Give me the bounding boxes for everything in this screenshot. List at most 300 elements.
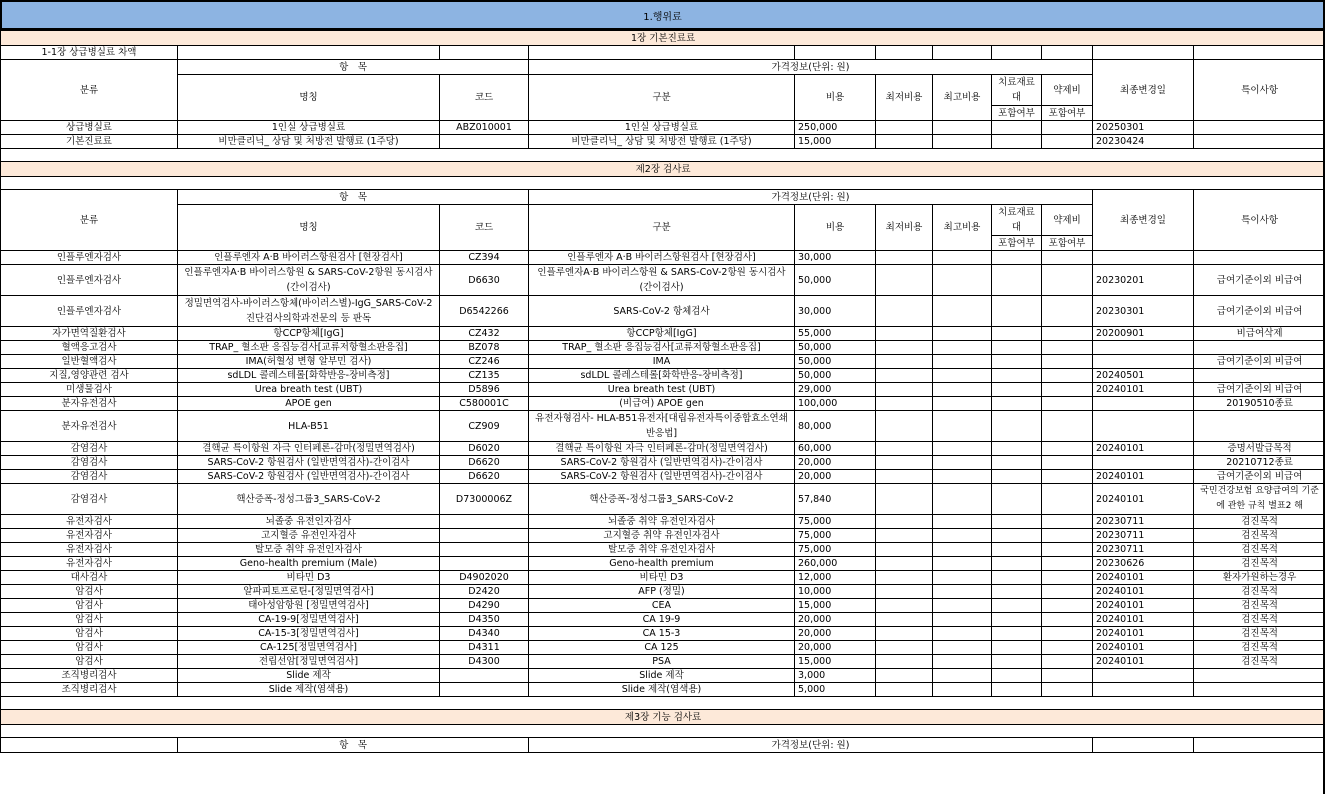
- material-cell: [992, 557, 1042, 571]
- name-cell: 인플루엔자 A·B 바이러스항원검사 [현장검사]: [178, 251, 440, 265]
- code-cell: D6620: [440, 470, 529, 484]
- category-cell: 인플루엔자검사: [1, 265, 178, 296]
- category-cell: 미생물검사: [1, 383, 178, 397]
- date-cell: 20240101: [1093, 484, 1194, 515]
- date-cell: 20250301: [1093, 121, 1194, 135]
- drug-cell: [1042, 571, 1093, 585]
- material-cell: [992, 265, 1042, 296]
- code-cell: ABZ010001: [440, 121, 529, 135]
- date-cell: 20240101: [1093, 655, 1194, 669]
- name-cell: TRAP_ 혈소판 응집능검사[교류저항혈소판응집]: [178, 341, 440, 355]
- code-cell: D4350: [440, 613, 529, 627]
- category-cell: 분자유전검사: [1, 411, 178, 442]
- date-cell: [1093, 669, 1194, 683]
- date-cell: [1093, 456, 1194, 470]
- division-cell: 유전자형검사- HLA-B51유전자[대립유전자특이중합효소연쇄반응법]: [529, 411, 795, 442]
- chapter-row: [1, 710, 1326, 725]
- cost-cell: 80,000: [795, 411, 876, 442]
- category-cell: 기본진료료: [1, 135, 178, 149]
- category-cell: 대사검사: [1, 571, 178, 585]
- section-row: [1, 46, 1326, 60]
- material-cell: [992, 641, 1042, 655]
- header-material: 치료재료대: [992, 205, 1042, 236]
- section-label: 1-1장 상급병실료 차액: [1, 46, 178, 60]
- category-cell: 암검사: [1, 627, 178, 641]
- cost-cell: 75,000: [795, 543, 876, 557]
- max-cost-cell: [933, 383, 992, 397]
- code-cell: [440, 543, 529, 557]
- cost-cell: 100,000: [795, 397, 876, 411]
- drug-cell: [1042, 265, 1093, 296]
- table-row: [1, 355, 1326, 369]
- code-cell: D6542266: [440, 296, 529, 327]
- min-cost-cell: [876, 585, 933, 599]
- category-cell: 감염검사: [1, 484, 178, 515]
- code-cell: CZ135: [440, 369, 529, 383]
- min-cost-cell: [876, 397, 933, 411]
- name-cell: SARS-CoV-2 항원검사 (일반면역검사)-간이검사: [178, 456, 440, 470]
- table-row: [1, 442, 1326, 456]
- min-cost-cell: [876, 470, 933, 484]
- cost-cell: 5,000: [795, 683, 876, 697]
- date-cell: [1093, 411, 1194, 442]
- name-cell: 비타민 D3: [178, 571, 440, 585]
- division-cell: Urea breath test (UBT): [529, 383, 795, 397]
- material-cell: [992, 442, 1042, 456]
- max-cost-cell: [933, 669, 992, 683]
- name-cell: 뇌졸중 유전인자검사: [178, 515, 440, 529]
- material-cell: [992, 327, 1042, 341]
- note-cell: 비급여삭제: [1194, 327, 1326, 341]
- division-cell: sdLDL 콜레스테롤[화학반응-장비측정]: [529, 369, 795, 383]
- max-cost-cell: [933, 655, 992, 669]
- date-cell: 20200901: [1093, 327, 1194, 341]
- cost-cell: 20,000: [795, 641, 876, 655]
- table-row: [1, 369, 1326, 383]
- max-cost-cell: [933, 456, 992, 470]
- date-cell: 20230424: [1093, 135, 1194, 149]
- material-cell: [992, 355, 1042, 369]
- min-cost-cell: [876, 456, 933, 470]
- cost-cell: 57,840: [795, 484, 876, 515]
- table-row: [1, 265, 1326, 296]
- header-row: [1, 60, 1326, 75]
- date-cell: 20230626: [1093, 557, 1194, 571]
- table-row: [1, 121, 1326, 135]
- cost-cell: 50,000: [795, 369, 876, 383]
- drug-cell: [1042, 442, 1093, 456]
- name-cell: 항CCP항체[IgG]: [178, 327, 440, 341]
- category-cell: 유전자검사: [1, 515, 178, 529]
- max-cost-cell: [933, 543, 992, 557]
- min-cost-cell: [876, 135, 933, 149]
- drug-cell: [1042, 529, 1093, 543]
- cost-cell: 15,000: [795, 135, 876, 149]
- table-row: [1, 296, 1326, 327]
- empty-cell: [876, 46, 933, 60]
- max-cost-cell: [933, 529, 992, 543]
- category-cell: 인플루엔자검사: [1, 296, 178, 327]
- empty-cell: [1, 177, 1326, 190]
- category-cell: 조직병리검사: [1, 683, 178, 697]
- material-cell: [992, 669, 1042, 683]
- empty-cell: [933, 46, 992, 60]
- header-row: [1, 738, 1326, 753]
- date-cell: 20230301: [1093, 296, 1194, 327]
- empty-cell: [440, 46, 529, 60]
- date-cell: 20240101: [1093, 585, 1194, 599]
- code-cell: D6620: [440, 456, 529, 470]
- min-cost-cell: [876, 296, 933, 327]
- note-cell: 국민건강보험 요양급여의 기준에 관한 규칙 별표2 해: [1194, 484, 1326, 515]
- note-cell: 검진목적: [1194, 641, 1326, 655]
- drug-cell: [1042, 470, 1093, 484]
- division-cell: SARS-CoV-2 항원검사 (일반면역검사)-간이검사: [529, 456, 795, 470]
- code-cell: D4290: [440, 599, 529, 613]
- header-material-included: 포함여부: [992, 236, 1042, 251]
- empty-cell: [1194, 46, 1326, 60]
- code-cell: [440, 683, 529, 697]
- empty-cell: [1, 738, 178, 753]
- min-cost-cell: [876, 369, 933, 383]
- header-price-group: 가격정보(단위: 원): [529, 738, 1093, 753]
- name-cell: HLA-B51: [178, 411, 440, 442]
- max-cost-cell: [933, 683, 992, 697]
- code-cell: [440, 557, 529, 571]
- category-cell: 지질,영양관련 검사: [1, 369, 178, 383]
- division-cell: SARS-CoV-2 항체검사: [529, 296, 795, 327]
- division-cell: 1인실 상급병실료: [529, 121, 795, 135]
- drug-cell: [1042, 655, 1093, 669]
- table-row: [1, 341, 1326, 355]
- code-cell: C580001C: [440, 397, 529, 411]
- drug-cell: [1042, 383, 1093, 397]
- empty-cell: [1194, 738, 1326, 753]
- note-cell: [1194, 121, 1326, 135]
- date-cell: 20230711: [1093, 529, 1194, 543]
- division-cell: PSA: [529, 655, 795, 669]
- name-cell: sdLDL 콜레스테롤[화학반응-장비측정]: [178, 369, 440, 383]
- note-cell: 증명서발급목적: [1194, 442, 1326, 456]
- note-cell: 검진목적: [1194, 515, 1326, 529]
- cost-cell: 250,000: [795, 121, 876, 135]
- table-row: [1, 383, 1326, 397]
- material-cell: [992, 515, 1042, 529]
- cost-cell: 29,000: [795, 383, 876, 397]
- division-cell: TRAP_ 혈소판 응집능검사[교류저항혈소판응집]: [529, 341, 795, 355]
- code-cell: D4340: [440, 627, 529, 641]
- note-cell: 급여기준이외 비급여: [1194, 470, 1326, 484]
- header-min-cost: 최저비용: [876, 75, 933, 121]
- header-category: 분류: [1, 60, 178, 121]
- division-cell: IMA: [529, 355, 795, 369]
- max-cost-cell: [933, 470, 992, 484]
- name-cell: SARS-CoV-2 항원검사 (일반면역검사)-간이검사: [178, 470, 440, 484]
- note-cell: 검진목적: [1194, 613, 1326, 627]
- material-cell: [992, 251, 1042, 265]
- code-cell: CZ909: [440, 411, 529, 442]
- min-cost-cell: [876, 599, 933, 613]
- date-cell: [1093, 355, 1194, 369]
- table-row: [1, 543, 1326, 557]
- min-cost-cell: [876, 613, 933, 627]
- min-cost-cell: [876, 442, 933, 456]
- blank-row: [1, 149, 1326, 162]
- header-last-changed: 최종변경일: [1093, 190, 1194, 251]
- min-cost-cell: [876, 121, 933, 135]
- category-cell: 일반혈액검사: [1, 355, 178, 369]
- date-cell: [1093, 397, 1194, 411]
- header-code: 코드: [440, 75, 529, 121]
- note-cell: [1194, 341, 1326, 355]
- division-cell: 탈모증 취약 유전인자검사: [529, 543, 795, 557]
- drug-cell: [1042, 251, 1093, 265]
- date-cell: 20240101: [1093, 571, 1194, 585]
- table-row: [1, 599, 1326, 613]
- note-cell: 검진목적: [1194, 529, 1326, 543]
- division-cell: 핵산증폭-정성그룹3_SARS-CoV-2: [529, 484, 795, 515]
- drug-cell: [1042, 296, 1093, 327]
- note-cell: 급여기준이외 비급여: [1194, 265, 1326, 296]
- max-cost-cell: [933, 397, 992, 411]
- drug-cell: [1042, 397, 1093, 411]
- name-cell: Urea breath test (UBT): [178, 383, 440, 397]
- name-cell: Slide 제작: [178, 669, 440, 683]
- max-cost-cell: [933, 571, 992, 585]
- cost-cell: 20,000: [795, 627, 876, 641]
- material-cell: [992, 585, 1042, 599]
- name-cell: 핵산증폭-정성그룹3_SARS-CoV-2: [178, 484, 440, 515]
- drug-cell: [1042, 543, 1093, 557]
- date-cell: 20230711: [1093, 515, 1194, 529]
- cost-cell: 30,000: [795, 296, 876, 327]
- table-row: [1, 613, 1326, 627]
- division-cell: 인플루엔자A·B 바이러스항원 & SARS-CoV-2항원 동시검사(간이검사): [529, 265, 795, 296]
- code-cell: D5896: [440, 383, 529, 397]
- code-cell: [440, 529, 529, 543]
- name-cell: 인플루엔자A·B 바이러스항원 & SARS-CoV-2항원 동시검사(간이검사): [178, 265, 440, 296]
- division-cell: (비급여) APOE gen: [529, 397, 795, 411]
- min-cost-cell: [876, 683, 933, 697]
- min-cost-cell: [876, 327, 933, 341]
- empty-cell: [178, 46, 440, 60]
- name-cell: APOE gen: [178, 397, 440, 411]
- min-cost-cell: [876, 557, 933, 571]
- division-cell: CA 125: [529, 641, 795, 655]
- max-cost-cell: [933, 411, 992, 442]
- header-row: [1, 190, 1326, 205]
- note-cell: 검진목적: [1194, 599, 1326, 613]
- code-cell: BZ078: [440, 341, 529, 355]
- material-cell: [992, 369, 1042, 383]
- table-row: [1, 641, 1326, 655]
- empty-cell: [1042, 46, 1093, 60]
- min-cost-cell: [876, 383, 933, 397]
- material-cell: [992, 683, 1042, 697]
- drug-cell: [1042, 135, 1093, 149]
- material-cell: [992, 543, 1042, 557]
- table-row: [1, 411, 1326, 442]
- header-item-group: 항 목: [178, 738, 529, 753]
- max-cost-cell: [933, 613, 992, 627]
- table-row: [1, 669, 1326, 683]
- header-category: 분류: [1, 190, 178, 251]
- material-cell: [992, 613, 1042, 627]
- code-cell: D4902020: [440, 571, 529, 585]
- chapter-title: 제3장 기능 검사료: [1, 710, 1326, 725]
- max-cost-cell: [933, 484, 992, 515]
- header-material-included: 포함여부: [992, 106, 1042, 121]
- division-cell: 결핵균 특이항원 자극 인터페론-감마(정밀면역검사): [529, 442, 795, 456]
- header-cost: 비용: [795, 75, 876, 121]
- date-cell: [1093, 683, 1194, 697]
- cost-cell: 12,000: [795, 571, 876, 585]
- category-cell: 분자유전검사: [1, 397, 178, 411]
- cost-cell: 15,000: [795, 599, 876, 613]
- min-cost-cell: [876, 411, 933, 442]
- name-cell: 1인실 상급병실료: [178, 121, 440, 135]
- note-cell: 검진목적: [1194, 557, 1326, 571]
- category-cell: 유전자검사: [1, 543, 178, 557]
- max-cost-cell: [933, 296, 992, 327]
- date-cell: 20240101: [1093, 442, 1194, 456]
- category-cell: 암검사: [1, 655, 178, 669]
- sheet-title: 1.행위료: [0, 0, 1325, 30]
- name-cell: 태아성암항원 [정밀면역검사]: [178, 599, 440, 613]
- table-row: [1, 456, 1326, 470]
- material-cell: [992, 296, 1042, 327]
- empty-cell: [1, 149, 1326, 162]
- name-cell: 비만클리닉_ 상담 및 처방전 발행료 (1주당): [178, 135, 440, 149]
- cost-cell: 50,000: [795, 265, 876, 296]
- max-cost-cell: [933, 599, 992, 613]
- min-cost-cell: [876, 655, 933, 669]
- category-cell: 조직병리검사: [1, 669, 178, 683]
- category-cell: 상급병실료: [1, 121, 178, 135]
- drug-cell: [1042, 515, 1093, 529]
- note-cell: 검진목적: [1194, 655, 1326, 669]
- table-row: [1, 683, 1326, 697]
- note-cell: [1194, 369, 1326, 383]
- category-cell: 암검사: [1, 599, 178, 613]
- code-cell: D7300006Z: [440, 484, 529, 515]
- category-cell: 혈액응고검사: [1, 341, 178, 355]
- header-material: 치료재료대: [992, 75, 1042, 106]
- division-cell: 인플루엔자 A·B 바이러스항원검사 [현장검사]: [529, 251, 795, 265]
- code-cell: D6630: [440, 265, 529, 296]
- name-cell: Slide 제작(염색용): [178, 683, 440, 697]
- min-cost-cell: [876, 627, 933, 641]
- code-cell: [440, 669, 529, 683]
- header-min-cost: 최저비용: [876, 205, 933, 251]
- drug-cell: [1042, 683, 1093, 697]
- material-cell: [992, 529, 1042, 543]
- category-cell: 암검사: [1, 641, 178, 655]
- max-cost-cell: [933, 641, 992, 655]
- name-cell: 전립선암[정밀면역검사]: [178, 655, 440, 669]
- division-cell: 비만클리닉_ 상담 및 처방전 발행료 (1주당): [529, 135, 795, 149]
- code-cell: D2420: [440, 585, 529, 599]
- table-row: [1, 251, 1326, 265]
- division-cell: 고지혈증 취약 유전인자검사: [529, 529, 795, 543]
- note-cell: [1194, 135, 1326, 149]
- division-cell: 비타민 D3: [529, 571, 795, 585]
- name-cell: 고지혈증 유전인자검사: [178, 529, 440, 543]
- table-row: [1, 585, 1326, 599]
- category-cell: 유전자검사: [1, 529, 178, 543]
- division-cell: CEA: [529, 599, 795, 613]
- drug-cell: [1042, 456, 1093, 470]
- max-cost-cell: [933, 369, 992, 383]
- category-cell: 감염검사: [1, 442, 178, 456]
- max-cost-cell: [933, 121, 992, 135]
- table-row: [1, 470, 1326, 484]
- category-cell: 암검사: [1, 613, 178, 627]
- table-row: [1, 557, 1326, 571]
- date-cell: 20230201: [1093, 265, 1194, 296]
- min-cost-cell: [876, 515, 933, 529]
- note-cell: 검진목적: [1194, 543, 1326, 557]
- table-row: [1, 627, 1326, 641]
- material-cell: [992, 627, 1042, 641]
- code-cell: CZ394: [440, 251, 529, 265]
- header-notes: 특이사항: [1194, 190, 1326, 251]
- fee-table: [0, 30, 1325, 753]
- drug-cell: [1042, 669, 1093, 683]
- min-cost-cell: [876, 529, 933, 543]
- name-cell: 알파피토프로틴-[정밀면역검사]: [178, 585, 440, 599]
- table-row: [1, 655, 1326, 669]
- chapter-row: [1, 31, 1326, 46]
- drug-cell: [1042, 613, 1093, 627]
- name-cell: 탈모증 취약 유전인자검사: [178, 543, 440, 557]
- drug-cell: [1042, 585, 1093, 599]
- empty-cell: [992, 46, 1042, 60]
- header-code: 코드: [440, 205, 529, 251]
- max-cost-cell: [933, 557, 992, 571]
- max-cost-cell: [933, 585, 992, 599]
- cost-cell: 55,000: [795, 327, 876, 341]
- blank-row: [1, 725, 1326, 738]
- material-cell: [992, 655, 1042, 669]
- category-cell: 암검사: [1, 585, 178, 599]
- code-cell: D6020: [440, 442, 529, 456]
- header-cost: 비용: [795, 205, 876, 251]
- empty-cell: [529, 46, 795, 60]
- material-cell: [992, 470, 1042, 484]
- division-cell: CA 19-9: [529, 613, 795, 627]
- header-drug-included: 포함여부: [1042, 106, 1093, 121]
- note-cell: 급여기준이외 비급여: [1194, 296, 1326, 327]
- min-cost-cell: [876, 571, 933, 585]
- max-cost-cell: [933, 251, 992, 265]
- drug-cell: [1042, 641, 1093, 655]
- frame-edge: [1323, 0, 1325, 794]
- date-cell: 20240101: [1093, 627, 1194, 641]
- note-cell: 20190510종료: [1194, 397, 1326, 411]
- max-cost-cell: [933, 341, 992, 355]
- min-cost-cell: [876, 543, 933, 557]
- material-cell: [992, 484, 1042, 515]
- header-drug: 약제비: [1042, 205, 1093, 236]
- max-cost-cell: [933, 627, 992, 641]
- date-cell: [1093, 341, 1194, 355]
- empty-cell: [1, 697, 1326, 710]
- header-item-group: 항 목: [178, 60, 529, 75]
- date-cell: 20240101: [1093, 470, 1194, 484]
- code-cell: CZ432: [440, 327, 529, 341]
- min-cost-cell: [876, 669, 933, 683]
